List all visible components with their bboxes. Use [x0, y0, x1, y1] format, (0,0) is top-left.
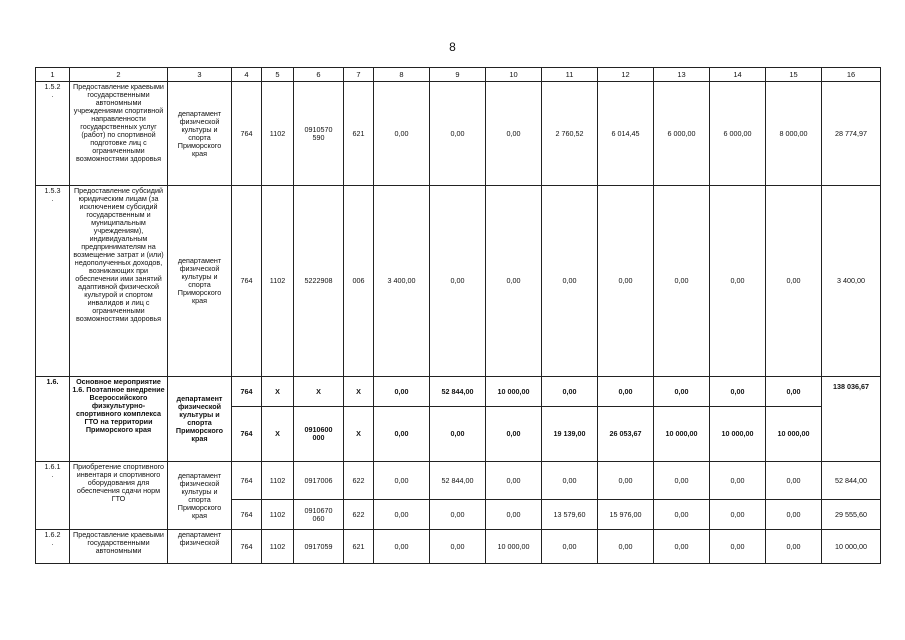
- cell-c11: 19 139,00: [542, 407, 598, 462]
- header-cell: 12: [598, 68, 654, 82]
- cell-c13: 0,00: [654, 462, 710, 500]
- cell-c16: 138 036,67: [822, 377, 881, 462]
- header-row: [36, 68, 881, 82]
- cell-c13: 6 000,00: [654, 82, 710, 186]
- header-cell: 14: [710, 68, 766, 82]
- cell-c11: 2 760,52: [542, 82, 598, 186]
- cell-c8: 0,00: [374, 530, 430, 564]
- cell-c10: 0,00: [486, 462, 542, 500]
- cell-c11: 0,00: [542, 530, 598, 564]
- cell-c4: 764: [232, 377, 262, 407]
- cell-c4: 764: [232, 82, 262, 186]
- row-code: 1.6.2 .: [36, 530, 70, 564]
- row-name: Приобретение спортивного инвентаря и спортивного оборудования для обеспечения сдачи норм ГТО: [70, 462, 168, 530]
- row-dept: департамент физической: [168, 530, 232, 564]
- table-row: [36, 377, 881, 407]
- cell-c10: 0,00: [486, 407, 542, 462]
- cell-c8: 0,00: [374, 82, 430, 186]
- row-name: Предоставление субсидий юридическим лицам (за исключением субсидий государственным и муниципальным учреждениям), индивидуальным предпринимателям на возмещение затрат и (или) недополученных доходов, возникающих при обеспечении ими занятий адаптивной физической культурой и спортом инвалидов и лиц с ограниченными возможностями здоровья: [70, 186, 168, 377]
- cell-c14: 0,00: [710, 377, 766, 407]
- cell-c13: 0,00: [654, 186, 710, 377]
- cell-c7: 622: [344, 500, 374, 530]
- cell-c16: 28 774,97: [822, 82, 881, 186]
- cell-c10: 10 000,00: [486, 530, 542, 564]
- cell-c15: 8 000,00: [766, 82, 822, 186]
- cell-c11: 0,00: [542, 462, 598, 500]
- header-cell: 2: [70, 68, 168, 82]
- header-cell: 4: [232, 68, 262, 82]
- cell-c12: 0,00: [598, 377, 654, 407]
- cell-c14: 0,00: [710, 186, 766, 377]
- cell-c12: 0,00: [598, 530, 654, 564]
- cell-c9: 52 844,00: [430, 377, 486, 407]
- cell-c15: 0,00: [766, 462, 822, 500]
- cell-c16: 3 400,00: [822, 186, 881, 377]
- row-dept: департамент физической культуры и спорта Приморского края: [168, 82, 232, 186]
- cell-c8: 0,00: [374, 462, 430, 500]
- cell-c9: 0,00: [430, 530, 486, 564]
- cell-c14: 6 000,00: [710, 82, 766, 186]
- cell-c10: 0,00: [486, 500, 542, 530]
- row-name: Предоставление краевыми государственными автономными: [70, 530, 168, 564]
- cell-c11: 0,00: [542, 377, 598, 407]
- cell-c11: 13 579,60: [542, 500, 598, 530]
- cell-c12: 26 053,67: [598, 407, 654, 462]
- row-name: Предоставление краевыми государственными автономными учреждениями спортивной направленности государственных услуг (работ) по спортивной подготовке лиц с ограниченными возможностями здоровья: [70, 82, 168, 186]
- cell-c15: 0,00: [766, 500, 822, 530]
- budget-table: [35, 67, 881, 564]
- cell-c9: 0,00: [430, 500, 486, 530]
- cell-c9: 0,00: [430, 407, 486, 462]
- cell-c10: 0,00: [486, 186, 542, 377]
- cell-c9: 0,00: [430, 186, 486, 377]
- row-dept: департамент физической культуры и спорта Приморского края: [168, 186, 232, 377]
- cell-c16: 29 555,60: [822, 500, 881, 530]
- header-cell: 11: [542, 68, 598, 82]
- cell-c13: 0,00: [654, 377, 710, 407]
- header-cell: 5: [262, 68, 294, 82]
- table-row: [36, 530, 881, 564]
- cell-c14: 0,00: [710, 500, 766, 530]
- header-cell: 16: [822, 68, 881, 82]
- cell-c9: 0,00: [430, 82, 486, 186]
- table-row: [36, 462, 881, 500]
- header-cell: 15: [766, 68, 822, 82]
- cell-c12: 6 014,45: [598, 82, 654, 186]
- row-dept: департамент физической культуры и спорта Приморского края: [168, 377, 232, 462]
- cell-c5: 1102: [262, 186, 294, 377]
- header-cell: 10: [486, 68, 542, 82]
- cell-c14: 0,00: [710, 462, 766, 500]
- cell-c15: 10 000,00: [766, 407, 822, 462]
- cell-c4: 764: [232, 462, 262, 500]
- cell-c4: 764: [232, 530, 262, 564]
- cell-c13: 0,00: [654, 500, 710, 530]
- cell-c13: 0,00: [654, 530, 710, 564]
- cell-c8: 0,00: [374, 500, 430, 530]
- cell-c12: 0,00: [598, 462, 654, 500]
- header-cell: 3: [168, 68, 232, 82]
- cell-c16: 10 000,00: [822, 530, 881, 564]
- cell-c7: X: [344, 377, 374, 407]
- header-cell: 1: [36, 68, 70, 82]
- cell-c5: X: [262, 407, 294, 462]
- row-code: 1.5.3 .: [36, 186, 70, 377]
- cell-c15: 0,00: [766, 530, 822, 564]
- cell-c6: 0917006: [294, 462, 344, 500]
- cell-c7: 622: [344, 462, 374, 500]
- cell-c6: 0910570 590: [294, 82, 344, 186]
- page-number: 8: [449, 40, 456, 54]
- cell-c16: 52 844,00: [822, 462, 881, 500]
- row-code: 1.6.1 .: [36, 462, 70, 530]
- header-cell: 13: [654, 68, 710, 82]
- row-code: 1.6.: [36, 377, 70, 462]
- cell-c5: 1102: [262, 82, 294, 186]
- cell-c6: 0910670 060: [294, 500, 344, 530]
- cell-c15: 0,00: [766, 186, 822, 377]
- header-cell: 7: [344, 68, 374, 82]
- header-cell: 9: [430, 68, 486, 82]
- cell-c5: 1102: [262, 462, 294, 500]
- cell-c7: 621: [344, 82, 374, 186]
- header-cell: 8: [374, 68, 430, 82]
- cell-c14: 10 000,00: [710, 407, 766, 462]
- cell-c6: 0917059: [294, 530, 344, 564]
- cell-c11: 0,00: [542, 186, 598, 377]
- cell-c7: 006: [344, 186, 374, 377]
- cell-c4: 764: [232, 407, 262, 462]
- cell-c6: X: [294, 377, 344, 407]
- cell-c10: 0,00: [486, 82, 542, 186]
- cell-c4: 764: [232, 186, 262, 377]
- cell-c12: 15 976,00: [598, 500, 654, 530]
- table-row: [36, 186, 881, 377]
- cell-c7: 621: [344, 530, 374, 564]
- cell-c12: 0,00: [598, 186, 654, 377]
- cell-c8: 3 400,00: [374, 186, 430, 377]
- cell-c10: 10 000,00: [486, 377, 542, 407]
- cell-c7: X: [344, 407, 374, 462]
- cell-c9: 52 844,00: [430, 462, 486, 500]
- row-name: Основное мероприятие 1.6. Поэтапное внедрение Всероссийского физкультурно-спортивного комплекса ГТО на территории Приморского края: [70, 377, 168, 462]
- cell-c6: 5222908: [294, 186, 344, 377]
- cell-c5: 1102: [262, 500, 294, 530]
- cell-c5: X: [262, 377, 294, 407]
- cell-c8: 0,00: [374, 377, 430, 407]
- cell-c8: 0,00: [374, 407, 430, 462]
- cell-c14: 0,00: [710, 530, 766, 564]
- cell-c13: 10 000,00: [654, 407, 710, 462]
- cell-c5: 1102: [262, 530, 294, 564]
- header-cell: 6: [294, 68, 344, 82]
- cell-c4: 764: [232, 500, 262, 530]
- cell-c15: 0,00: [766, 377, 822, 407]
- row-dept: департамент физической культуры и спорта Приморского края: [168, 462, 232, 530]
- table-row: [36, 82, 881, 186]
- cell-c6: 0910600 000: [294, 407, 344, 462]
- row-code: 1.5.2 .: [36, 82, 70, 186]
